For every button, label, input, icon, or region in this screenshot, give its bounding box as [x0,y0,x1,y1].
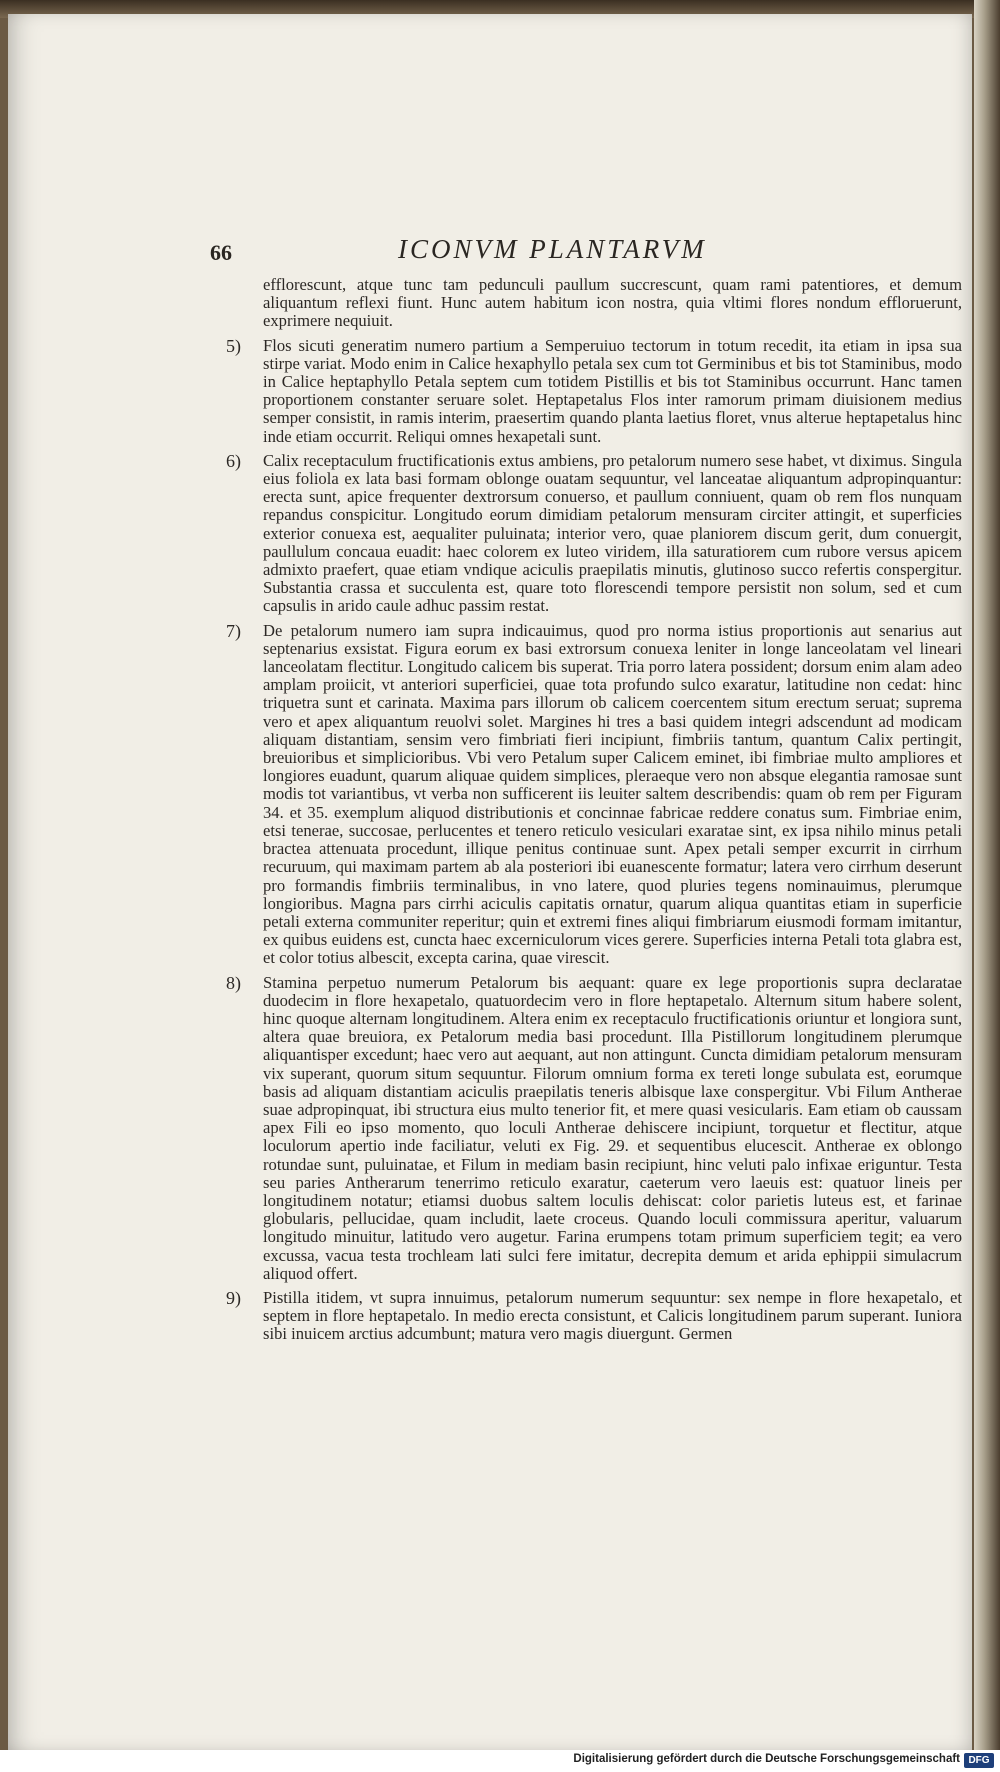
paragraph-text: efflorescunt, atque tunc tam pedunculi paullum succrescunt, quam rami patentiores, et demum aliquantum reflexi fiunt. Hunc autem habitum icon nostra, quia vltimi flores nondum effloruerunt, exprimere nequiuit. [263,275,962,331]
paragraph-number: 6) [226,450,241,471]
paragraph-number: 7) [226,620,241,641]
paragraph-text: Calix receptaculum fructificationis extus ambiens, pro petalorum numero sese habet, vt diximus. Singula eius foliola ex lata basi formam oblonge ouatam sequuntur, vel lanceatae aliquantum adpropinquantur: erecta sunt, apice frequenter dextrorsum conuerso, et paullum conniuent, quam ob rem flos nunquam repandus conspicitur. Longitudo eorum dimidiam petalorum mensuram circiter attingit, et superficies exterior conuexa est, aequaliter puluinata; interior vero, quae planiorem discum gerit, dum conuergit, paullulum concaua euadit: haec colorem ex luteo viridem, illa saturatiorem cum rubore versus apicem admixto praefert, quae etiam vndique aciculis praepilatis minutis, glutinoso succo refertis conspergitur. Substantia crassa et succulenta est, quare toto florescendi tempore persistit non solum, sed et cum capsulis in arido caule adhuc passim restat. [263,450,962,616]
dfg-logo: DFG [964,1753,994,1768]
paragraph-text: De petalorum numero iam supra indicauimus, quod pro norma istius proportionis aut senarius aut septenarius exsistat. Figura eorum ex basi extrorsum conuexa leniter in longe lanceolatam vel lineari lanceolatam flectitur. Longitudo calicem bis superat. Tria porro latera possident; dorsum enim alam adeo amplam proiicit, vt anteriori superficiei, quae tota profundo sulco exaratur, latitudine non cedat: hinc triquetra sunt et carinata. Maxima pars illorum ob calicem coercentem situm erectum seruat; suprema vero et apex aliquantum reuolvi solet. Margines hi tres a basi quidem integri adscendunt ad modicam aliquam distantiam, sensim vero fimbriati fieri incipiunt, fimbriis tantum, quantum Calix pertingit, breuioribus et simplicioribus. Vbi vero Petalum super Calicem eminet, ibi fimbriae multo ampliores et longiores euadunt, quarum aliquae quidem simplices, pleraeque vero non absque elegantia ramosae sunt modis tot variantibus, vt verba non sufficerent iis leuiter saltem describendis: quam ob rem per Figuram 34. et 35. exemplum aliquod distributionis et concinnae fabricae reddere conatus sum. Fimbriae enim, etsi tenerae, succosae, perlucentes et tenero reticulo vesiculari exaratae sint, ex ipsa nihilo minus petali bractea attenuata procedunt, illique penitus continuae sunt. Apex petali semper excurrit in cirrhum recuruum, qui maximam partem ab ala posteriori ibi euanescente formatur; latera vero cirrhum deserunt pro formandis fimbriis terminalibus, in vno latere, quod pluries tegens nominauimus, plerumque longioribus. Magna pars cirrhi aciculis capitatis ornatur, quarum aliqua quantitas etiam in superficie petali externa communiter reperitur; quin et extremi fines aliqui fimbriarum eiusmodi formam imitantur, ex quibus euidens est, cuncta haec excerniculorum vices gerere. Superficies interna Petali tota glabra est, et color totius albescit, excepta carina, quae virescit. [263,620,962,968]
page-number: 66 [210,240,232,265]
paragraph-continuation [200,276,962,331]
paragraph-text: Stamina perpetuo numerum Petalorum bis aequant: quare ex lege proportionis supra declaratae duodecim in flore hexapetalo, quatuordecim vero in flore heptapetalo. Alternum situm habere solent, hinc quoque alternam longitudinem. Altera enim ex receptaculo fructificationis oriuntur et longiora sunt, altera quae breuiora, ex Petalorum media basi procedunt. Illa Pistillorum longitudinem plerumque aliquantisper excedunt; haec vero aut aequant, aut non attingunt. Cuncta dimidiam petalorum mensuram vix superant, quorum situm sequuntur. Filorum omnium forma ex tereti longe subulata est, eorumque basis ad aliquam distantiam aciculis praepilatis teneris albisque laxe conspergitur. Vbi Filum Antherae suae adpropinquat, ibi structura eius multo tenerior fit, et mere quasi vesicularis. Eam etiam ob caussam apex Fili eo ipso momento, quo loculi Antherae dehiscere incipiunt, torquetur et flectitur, atque loculorum apertio inde faciliatur, veluti ex Fig. 29. et sequentibus elucescit. Antherae ex oblongo rotundae sunt, puluinatae, et Filum in mediam basin recipiunt, hinc veluti palo infixae eriguntur. Testa seu paries Antherarum tenerrimo reticulo exaratur, caeterum vero laeuis est: quatuor lineis per longitudinem notatur; etiamsi duobus saltem loculis dehiscat: color parietis luteus est, et farinae globularis, pellucidae, quam includit, laete croceus. Quando loculi commissura aperitur, valuarum longitudo minuitur, latitudo vero augetur. Farina erumpens totam primum superficiem tegit; ea vero excussa, vacua testa trochleam lati sulci fere imitatur, decrepita demum et arida ephippii simulacrum aliquod offert. [263,972,962,1283]
paragraph-text: Pistilla itidem, vt supra innuimus, petalorum numerum sequuntur: sex nempe in flore hexapetalo, et septem in flore heptapetalo. In medio erecta consistunt, et Calicis longitudinem parum superant. Iuniora sibi inuicem arctius adcumbunt; matura vero magis diuergunt. Germen [263,1287,962,1344]
footer-bar [0,1750,1000,1772]
paragraph-number: 8) [226,972,241,993]
paragraph-7 [200,622,962,968]
paragraph-5 [200,337,962,446]
running-title: ICONVM PLANTARVM [398,234,707,264]
paragraph-text: Flos sicuti generatim numero partium a Semperuiuo tectorum in totum recedit, ita etiam in ipsa sua stirpe variat. Modo enim in Calice hexaphyllo petala sex cum tot Germinibus et bis tot Staminibus, modo in Calice heptaphyllo Petala septem cum totidem Pistillis et bis tot Staminibus occurrunt. Hanc tamen proportionem constanter seruare solet. Heptapetalus Flos inter ramorum primam diuisionem medius semper consistit, in ramis interim, praesertim quando planta laetius floret, vnus alterue heptapetalus hinc inde etiam occurrit. Reliqui omnes hexapetali sunt. [263,335,962,446]
paragraph-9 [200,1289,962,1344]
book-edge-right [974,0,1000,1772]
paragraph-number: 9) [226,1287,241,1308]
paragraph-6 [200,452,962,616]
book-page [8,14,972,1750]
paragraph-number: 5) [226,335,241,356]
funding-credit: Digitalisierung gefördert durch die Deutsche Forschungsgemeinschaft [573,1753,960,1765]
page-header [8,232,972,272]
paragraph-8 [200,974,962,1283]
body-text [200,276,962,1350]
